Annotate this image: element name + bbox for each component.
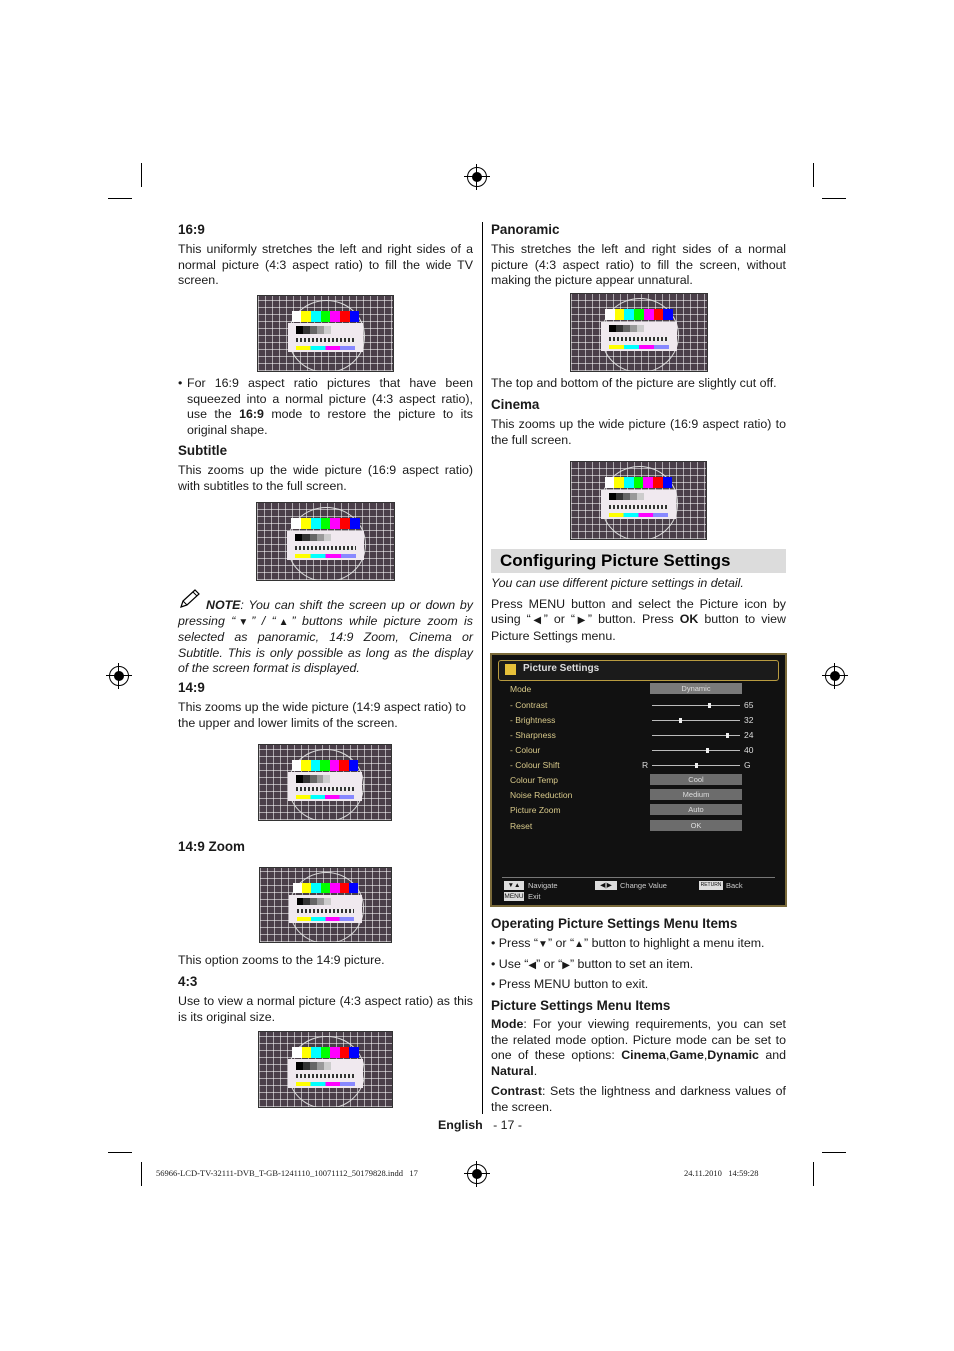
menu-row-label: - Sharpness xyxy=(510,730,556,740)
left-right-key: ◀|▶ xyxy=(595,881,617,890)
menu-row-label: Picture Zoom xyxy=(510,805,561,815)
menu-row-label: Noise Reduction xyxy=(510,790,573,800)
config-heading-bar xyxy=(491,549,786,573)
config-p1-mid2: ” button. Press xyxy=(587,612,680,627)
slider-prefix: R xyxy=(642,760,649,770)
nav-key: ▼▲ xyxy=(504,881,524,890)
registration-mark-icon xyxy=(467,167,487,187)
ops-section xyxy=(491,916,791,993)
page-footer xyxy=(438,1118,522,1132)
menu-row-label: - Brightness xyxy=(510,715,556,725)
left-arrow-icon: ◀ xyxy=(530,615,544,627)
slider-value: G xyxy=(744,760,751,770)
ops-b1-mid: ” or “ xyxy=(547,936,575,950)
section-14-9-zoom xyxy=(178,839,473,854)
note-post: ” buttons while picture zoom is selected as panoramic, 14:9 Zoom, Cinema or Subtitle. This is only possible as long as the display of the screen format is displayed. xyxy=(178,613,473,676)
pattern-color-bars xyxy=(292,311,360,322)
slider-track[interactable] xyxy=(652,750,740,751)
config-p1-bold: OK xyxy=(679,612,699,627)
right-arrow-icon: ▶ xyxy=(562,959,570,971)
and-text: and xyxy=(758,1048,786,1063)
ops-b2-pre: Use “ xyxy=(498,956,529,971)
exit-label: Exit xyxy=(528,892,541,901)
menu-row-label: Colour Temp xyxy=(510,775,559,785)
slider-value: 32 xyxy=(744,715,754,725)
menu-header xyxy=(498,660,779,681)
test-pattern-subtitle-image xyxy=(256,502,395,581)
return-key: RETURN xyxy=(700,882,722,888)
pattern-stripe xyxy=(297,909,355,913)
pattern-stripe xyxy=(609,345,669,349)
heading-panoramic: Panoramic xyxy=(491,222,560,237)
footer-language: English xyxy=(438,1118,483,1132)
crop-mark xyxy=(813,1162,814,1186)
menu-option-value[interactable]: Medium xyxy=(650,789,742,800)
panoramic-after xyxy=(491,376,791,392)
ops-bullet-3 xyxy=(491,977,791,993)
ops-bullet-2 xyxy=(491,957,791,974)
contrast-text: : Sets the lightness and darkness values of the screen. xyxy=(491,1084,786,1114)
text-cinema: This zooms up the wide picture (16:9 aspect ratio) to the full screen. xyxy=(491,417,786,447)
comma: , xyxy=(665,1048,670,1063)
note-label: NOTE xyxy=(206,598,241,612)
menu-option-value[interactable]: Cool xyxy=(650,774,742,785)
pattern-stripe xyxy=(296,1082,355,1086)
option-dynamic: Dynamic xyxy=(707,1048,759,1063)
pattern-stripe xyxy=(295,554,355,558)
period: . xyxy=(533,1063,538,1078)
pattern-stripe xyxy=(296,795,354,799)
note-pre: : You can shift the screen up or down by pressing “ xyxy=(178,598,473,628)
crop-mark xyxy=(108,1152,132,1153)
test-pattern-14-9-image xyxy=(258,744,392,821)
pattern-gray-steps xyxy=(296,326,331,334)
contrast-paragraph xyxy=(491,1084,786,1115)
menu-title: Picture Settings xyxy=(523,663,600,674)
slider-knob[interactable] xyxy=(695,763,698,768)
pattern-gray-steps xyxy=(609,493,644,501)
back-label: Back xyxy=(726,881,743,890)
slider-knob[interactable] xyxy=(679,718,682,723)
heading-4-3: 4:3 xyxy=(178,974,198,989)
pattern-stripe xyxy=(296,787,354,791)
menu-key: MENU xyxy=(504,893,524,900)
contrast-label: Contrast xyxy=(491,1084,542,1099)
left-arrow-icon: ◀ xyxy=(528,959,537,971)
pattern-gray-steps xyxy=(296,1062,331,1070)
heading-cinema: Cinema xyxy=(491,397,540,412)
mode-text: : For your viewing requirements, you can set the related mode option. Picture mode can be set to one of these options: xyxy=(491,1017,786,1063)
option-natural: Natural xyxy=(491,1063,534,1078)
ops-b3-text: Press MENU button to exit. xyxy=(498,977,649,992)
pattern-stripe xyxy=(295,546,355,550)
bullet-text xyxy=(187,376,473,438)
slider-knob[interactable] xyxy=(708,703,711,708)
mode-label: Mode xyxy=(491,1017,524,1031)
menu-row-label: - Contrast xyxy=(510,700,548,710)
pattern-gray-steps xyxy=(295,534,331,542)
pattern-gray-steps xyxy=(296,775,330,783)
pattern-gray-steps xyxy=(297,898,331,905)
pattern-stripe xyxy=(297,917,355,921)
text-14-9: This zooms up the wide picture (14:9 aspect ratio) to the upper and lower limits of the screen. xyxy=(178,700,466,730)
bullet-text-post: mode to restore the picture to its original shape. xyxy=(187,407,473,437)
text-16-9: This uniformly stretches the left and right sides of a normal picture (4:3 aspect ratio) to fill the wide TV screen. xyxy=(178,242,473,288)
change-value-label: Change Value xyxy=(620,881,667,890)
up-arrow-icon: ▲ xyxy=(275,616,292,628)
heading-16-9: 16:9 xyxy=(178,222,205,237)
note-section xyxy=(178,588,473,677)
ops-b1-pre: Press “ xyxy=(498,936,539,950)
test-pattern-16-9-image xyxy=(257,295,394,372)
test-pattern-14-9-zoom-image xyxy=(259,867,392,943)
up-arrow-icon: ▲ xyxy=(574,939,585,950)
config-intro xyxy=(491,576,786,644)
pattern-color-bars xyxy=(293,883,359,893)
slider-track[interactable] xyxy=(652,705,740,706)
heading-14-9: 14:9 xyxy=(178,680,205,695)
picture-settings-menu-screenshot xyxy=(490,653,787,907)
pattern-color-bars xyxy=(605,477,673,488)
pattern-color-bars xyxy=(292,760,358,771)
bullet-marker: • xyxy=(491,956,496,971)
heading-items: Picture Settings Menu Items xyxy=(491,998,671,1013)
config-p1 xyxy=(491,597,786,645)
pattern-color-bars xyxy=(292,1047,359,1058)
section-14-9 xyxy=(178,680,473,731)
items-section xyxy=(491,998,786,1116)
menu-row-label: Mode xyxy=(510,684,532,694)
menu-row-label: Reset xyxy=(510,821,533,831)
pattern-color-bars xyxy=(605,309,673,320)
text-panoramic-after: The top and bottom of the picture are slightly cut off. xyxy=(491,376,777,390)
pattern-stripe xyxy=(296,1074,355,1078)
text-14-9-zoom: This option zooms to the 14:9 picture. xyxy=(178,953,385,967)
slider-value: 65 xyxy=(744,700,754,710)
test-pattern-panoramic-image xyxy=(570,293,708,372)
menu-option-value[interactable]: Auto xyxy=(650,804,742,815)
footer-page-number: - 17 - xyxy=(493,1118,522,1132)
bullet-text-bold: 16:9 xyxy=(239,407,264,422)
slider-track[interactable] xyxy=(652,720,740,721)
pattern-stripe xyxy=(296,338,355,342)
pattern-color-bars xyxy=(291,518,360,529)
heading-ops: Operating Picture Settings Menu Items xyxy=(491,916,738,931)
crop-mark xyxy=(108,198,132,199)
column-divider xyxy=(482,222,483,1114)
bullet-marker: • xyxy=(491,936,496,950)
mode-select[interactable]: Dynamic xyxy=(650,683,742,694)
subtitle-section xyxy=(178,443,473,494)
zoom-text xyxy=(178,953,473,969)
ops-b2-post: ” button to set an item. xyxy=(569,956,694,971)
config-p1-post: button to view Picture Settings menu. xyxy=(491,612,786,643)
footer-date: 24.11.2010 14:59:28 xyxy=(684,1168,759,1178)
bullet-text-pre: For 16:9 aspect ratio pictures that have been squeezed into a normal picture (4:3 aspect ratio), use the xyxy=(187,376,473,422)
pattern-stripe xyxy=(609,505,668,509)
slider-knob[interactable] xyxy=(706,748,709,753)
heading-subtitle: Subtitle xyxy=(178,443,228,458)
bullet-16-9 xyxy=(178,376,473,438)
mode-paragraph xyxy=(491,1017,786,1079)
ops-b1-post: ” button to highlight a menu item. xyxy=(584,936,765,950)
crop-mark xyxy=(822,198,846,199)
option-cinema: Cinema xyxy=(621,1048,666,1063)
footer-filename: 56966-LCD-TV-32111-DVB_T-GB-1241110_10071112_50179828.indd 17 xyxy=(156,1168,418,1178)
option-game: Game xyxy=(669,1048,704,1063)
crop-mark xyxy=(141,1162,142,1186)
note-text xyxy=(178,598,473,677)
picture-icon xyxy=(505,664,516,675)
slider-value: 40 xyxy=(744,745,754,755)
registration-mark-icon xyxy=(109,666,129,686)
ops-b2-mid: ” or “ xyxy=(536,956,563,971)
bullet-marker: • xyxy=(178,376,183,390)
crop-mark xyxy=(141,163,142,187)
section-4-3 xyxy=(178,974,473,1025)
pattern-gray-steps xyxy=(609,325,644,333)
bullet-marker: • xyxy=(491,977,496,992)
text-subtitle: This zooms up the wide picture (16:9 aspect ratio) with subtitles to the full screen. xyxy=(178,463,473,493)
config-p1-mid: ” or “ xyxy=(543,612,576,627)
pattern-stripe xyxy=(609,337,669,341)
heading-14-9-zoom: 14:9 Zoom xyxy=(178,839,245,854)
text-panoramic: This stretches the left and right sides of a normal picture (4:3 aspect ratio) to fill the screen, without making the picture appear unnatural. xyxy=(491,242,786,288)
menu-row-label: - Colour Shift xyxy=(510,760,560,770)
left-column xyxy=(178,222,473,289)
config-heading: Configuring Picture Settings xyxy=(500,551,731,570)
right-arrow-icon: ▶ xyxy=(575,615,588,627)
registration-mark-icon xyxy=(467,1164,487,1184)
config-intro-text: You can use different picture settings in detail. xyxy=(491,576,744,590)
slider-value: 24 xyxy=(744,730,754,740)
comma: , xyxy=(703,1048,708,1063)
down-arrow-icon: ▼ xyxy=(235,616,252,628)
pattern-stripe xyxy=(296,346,355,350)
menu-option-value[interactable]: OK xyxy=(650,820,742,831)
panoramic-section xyxy=(491,222,786,289)
crop-mark xyxy=(813,163,814,187)
pattern-stripe xyxy=(609,513,668,517)
ops-bullet-1 xyxy=(491,936,791,953)
nav-label: Navigate xyxy=(528,881,558,890)
pencil-icon xyxy=(178,588,202,610)
registration-mark-icon xyxy=(825,666,845,686)
menu-footer-line xyxy=(502,877,775,878)
cinema-section xyxy=(491,397,786,448)
test-pattern-4-3-image xyxy=(258,1031,393,1108)
note-mid: ” / “ xyxy=(251,613,276,628)
text-4-3: Use to view a normal picture (4:3 aspect ratio) as this is its original size. xyxy=(178,994,473,1024)
down-arrow-icon: ▼ xyxy=(538,939,548,950)
slider-knob[interactable] xyxy=(726,733,729,738)
config-p1-pre: Press MENU button and select the Picture icon by using “ xyxy=(491,596,786,627)
test-pattern-cinema-image xyxy=(570,461,707,540)
menu-row-label: - Colour xyxy=(510,745,541,755)
crop-mark xyxy=(822,1152,846,1153)
